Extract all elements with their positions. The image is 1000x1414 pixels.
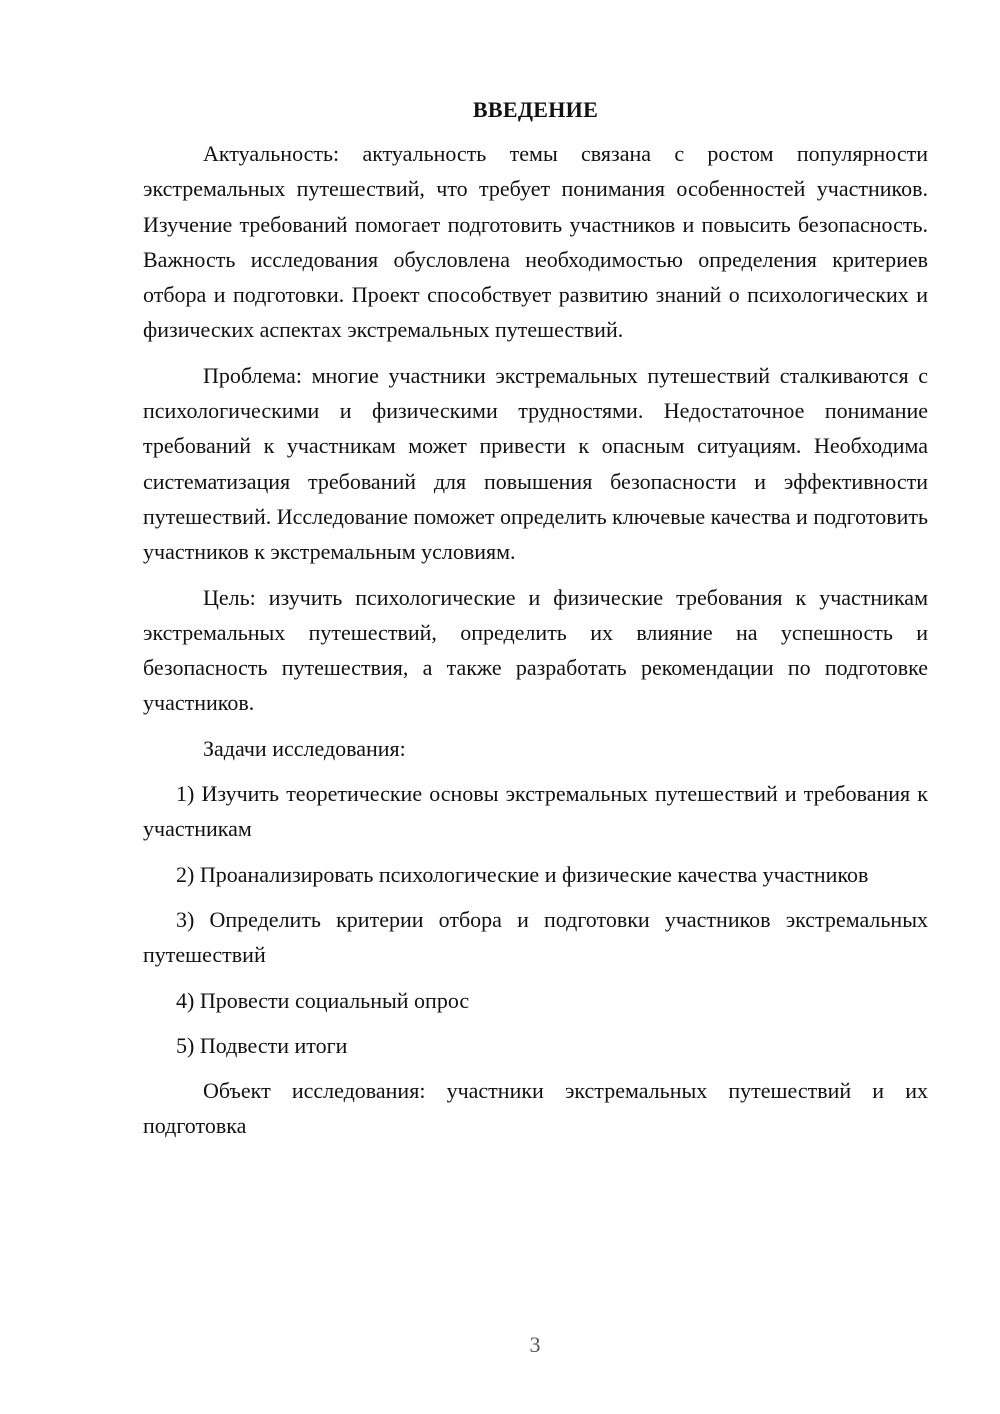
problem-paragraph: Проблема: многие участники экстремальных путешествий сталкиваются с психологическими и физическими трудностями. Недостаточное понимание требований к участникам может привести к опасным ситуациям. Необходима систематизация требований для повышения безопасности и эффективности путешествий. Исследование поможет определить ключевые качества и подготовить участников к экстремальным условиям. (143, 362, 928, 565)
task-item: 4) Провести социальный опрос (176, 987, 470, 1013)
relevance-paragraph: Актуальность: актуальность темы связана с ростом популярности экстремальных путешествий, что требует понимания особенностей участников. Изучение требований помогает подготовить участников и повысить безопасность. Важность исследования обусловлена необходимостью определения критериев отбора и подготовки. Проект способствует развитию знаний о психологических и физических аспектах экстремальных путешествий. (143, 141, 928, 343)
task-item: 1) Изучить теоретические основы экстремальных путешествий и требования к участникам (143, 781, 928, 842)
section-title: ВВЕДЕНИЕ (472, 97, 599, 122)
document-page (143, 90, 928, 1154)
goal-paragraph: Цель: изучить психологические и физические требования к участникам экстремальных путешествий, определить их влияние на успешность и безопасность путешествия, а также разработать рекомендации по подготовке участников. (143, 584, 928, 716)
tasks-heading: Задачи исследования: (203, 735, 406, 761)
task-item: 2) Проанализировать психологические и физические качества участников (176, 861, 869, 887)
task-item: 5) Подвести итоги (176, 1032, 348, 1058)
task-item: 3) Определить критерии отбора и подготовки участников экстремальных путешествий (143, 906, 928, 968)
object-paragraph: Объект исследования: участники экстремальных путешествий и их подготовка (143, 1078, 928, 1139)
page-number: 3 (529, 1332, 541, 1357)
